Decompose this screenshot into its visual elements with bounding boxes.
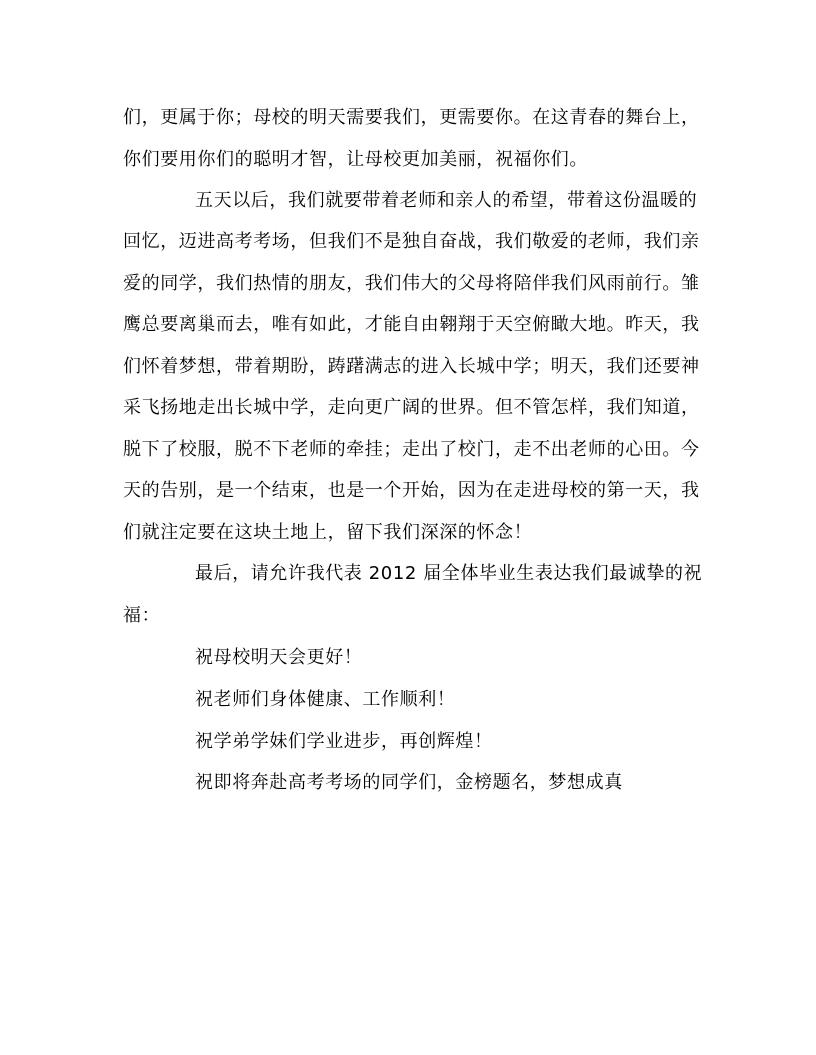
paragraph-first-line: 最后，请允许我代表 2012 届全体毕业生表达我们最诚挚的祝 (195, 563, 703, 584)
text-line: 你们要用你们的聪明才智，让母校更加美丽，祝福你们。 (123, 149, 588, 170)
text-line: 脱下了校服，脱不下老师的牵挂；走出了校门，走不出老师的心田。今 (123, 439, 700, 460)
wish-line: 祝学弟学妹们学业进步，再创辉煌！ (195, 731, 493, 752)
text-line: 们就注定要在这块土地上，留下我们深深的怀念！ (123, 522, 533, 543)
text-line: 爱的同学，我们热情的朋友，我们伟大的父母将陪伴我们风雨前行。雏 (123, 273, 700, 294)
text-line: 回忆，迈进高考考场，但我们不是独自奋战，我们敬爱的老师，我们亲 (123, 231, 700, 252)
text-line: 采飞扬地走出长城中学，走向更广阔的世界。但不管怎样，我们知道， (123, 397, 700, 418)
text-line: 鹰总要离巢而去，唯有如此，才能自由翱翔于天空俯瞰大地。昨天，我 (123, 314, 700, 335)
text-line: 天的告别，是一个结束，也是一个开始，因为在走进母校的第一天，我 (123, 480, 700, 501)
paragraph-first-line: 五天以后，我们就要带着老师和亲人的希望，带着这份温暖的 (195, 190, 698, 211)
text-line: 们怀着梦想，带着期盼，踌躇满志的进入长城中学；明天，我们还要神 (123, 356, 700, 377)
text-line: 福： (123, 605, 161, 626)
wish-line: 祝老师们身体健康、工作顺利！ (195, 689, 456, 710)
wish-line: 祝即将奔赴高考考场的同学们，金榜题名，梦想成真 (195, 772, 623, 793)
wish-line: 祝母校明天会更好！ (195, 647, 363, 668)
text-line: 们，更属于你；母校的明天需要我们，更需要你。在这青春的舞台上， (123, 107, 700, 128)
